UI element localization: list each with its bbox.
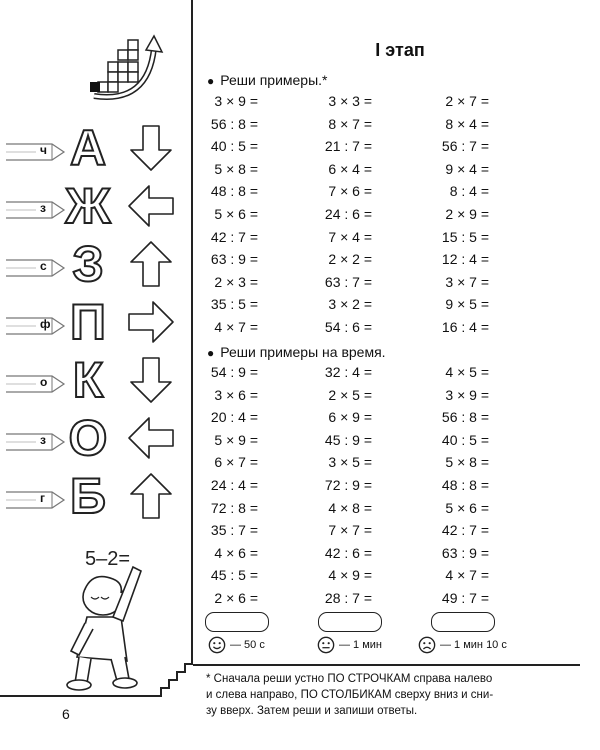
instruction-1: [207, 72, 328, 88]
exercise-cell: 56 : 8 =: [210, 115, 258, 132]
exercise-cell: 7 × 6 =: [328, 183, 372, 200]
pencil-letter: з: [40, 201, 46, 215]
exercise-row: [200, 251, 600, 269]
legend-text-slow: — 1 мин 10 с: [440, 639, 507, 651]
exercise-cell: 4 × 8 =: [328, 499, 372, 516]
exercise-cell: 16 : 4 =: [441, 319, 489, 335]
exercise-row: [200, 567, 600, 585]
exercise-cell: 32 : 4 =: [324, 364, 372, 380]
exercise-row: [200, 319, 600, 337]
exercise-cell: 6 × 7 =: [214, 454, 258, 471]
exercise-cell: 5 × 6 =: [445, 499, 489, 516]
arrow-down-icon: [125, 122, 177, 179]
exercise-cell: 2 × 7 =: [445, 93, 489, 109]
exercise-cell: 2 × 5 =: [328, 386, 372, 403]
exercise-cell: 42 : 7 =: [210, 228, 258, 245]
exercise-cell: 3 × 9 =: [214, 93, 258, 109]
exercise-cell: 24 : 6 =: [324, 206, 372, 222]
exercise-row: [200, 409, 600, 427]
pencil-icon: [6, 140, 66, 167]
exercise-cell: 6 × 9 =: [328, 409, 372, 426]
exercise-cell: 15 : 5 =: [441, 228, 489, 245]
exercise-row: [200, 500, 600, 518]
happy-face-icon: [208, 636, 226, 654]
exercise-cell: 48 : 8 =: [210, 183, 258, 200]
pencil-icon: [6, 488, 66, 515]
tetris-blocks-icon: [88, 34, 168, 104]
exercise-row: [200, 364, 600, 382]
exercise-row: [200, 206, 600, 224]
arrow-right-icon: [125, 296, 177, 353]
bullet-icon: ●: [207, 346, 215, 360]
chalk-text: 5–2=: [85, 548, 131, 570]
exercise-row: [200, 229, 600, 247]
legend-item-slow: [418, 636, 507, 654]
exercise-cell: 40 : 5 =: [441, 431, 489, 448]
footnote-line: и слева направо, ПО СТОЛБИКАМ сверху вниз и сни-: [206, 689, 494, 701]
exercise-cell: 4 × 5 =: [445, 364, 489, 380]
big-letter: О: [68, 410, 108, 466]
instruction-2: [207, 344, 386, 360]
exercise-cell: 5 × 6 =: [214, 206, 258, 222]
exercise-cell: 48 : 8 =: [441, 477, 489, 493]
exercise-row: [200, 296, 600, 314]
big-letter: З: [72, 236, 104, 292]
exercise-cell: 8 : 4 =: [449, 183, 489, 200]
pencil-icon: [6, 430, 66, 457]
column-divider: [191, 0, 193, 665]
exercise-cell: 35 : 7 =: [210, 522, 258, 539]
exercise-cell: 3 × 2 =: [328, 296, 372, 313]
big-letter: Б: [70, 468, 106, 524]
exercise-cell: 4 × 7 =: [214, 319, 258, 335]
pencil-icon: [6, 314, 66, 341]
exercise-row: [200, 183, 600, 201]
exercise-cell: 4 × 7 =: [445, 567, 489, 584]
pencil-letter: ф: [40, 317, 51, 331]
exercise-cell: 56 : 8 =: [441, 409, 489, 426]
legend-text-medium: — 1 мин: [339, 639, 383, 651]
legend-item-fast: [208, 636, 265, 654]
exercise-row: [200, 454, 600, 472]
stage-title: I этап: [375, 40, 425, 60]
exercise-cell: 63 : 9 =: [210, 251, 258, 268]
exercise-cell: 54 : 6 =: [324, 319, 372, 335]
big-letter: П: [70, 294, 106, 350]
exercise-cell: 9 × 4 =: [445, 160, 489, 177]
exercise-cell: 56 : 7 =: [441, 138, 489, 155]
arrow-left-icon: [125, 412, 177, 469]
exercise-row: [200, 274, 600, 292]
exercise-cell: 2 × 2 =: [328, 251, 372, 268]
exercise-cell: 63 : 9 =: [441, 544, 489, 561]
page-number: 6: [62, 706, 70, 722]
exercise-row: [200, 590, 600, 608]
exercise-row: [200, 545, 600, 563]
exercise-cell: 12 : 4 =: [441, 251, 489, 268]
exercise-cell: 3 × 9 =: [445, 386, 489, 403]
exercise-cell: 3 × 5 =: [328, 454, 372, 471]
exercise-cell: 8 × 4 =: [445, 115, 489, 132]
arrow-down-icon: [125, 354, 177, 411]
pencil-icon: [6, 256, 66, 283]
exercise-row: [200, 522, 600, 540]
bullet-icon: ●: [207, 74, 215, 88]
exercise-cell: 45 : 5 =: [210, 567, 258, 584]
big-letter: Ж: [65, 178, 111, 234]
exercise-cell: 3 × 3 =: [328, 93, 372, 109]
exercise-cell: 4 × 6 =: [214, 544, 258, 561]
exercise-cell: 5 × 9 =: [214, 431, 258, 448]
exercise-cell: 3 × 7 =: [445, 273, 489, 290]
big-letter: А: [69, 120, 107, 176]
time-box-1[interactable]: [205, 612, 269, 632]
exercise-cell: 7 × 4 =: [328, 228, 372, 245]
arrow-left-icon: [125, 180, 177, 237]
exercise-cell: 42 : 7 =: [441, 522, 489, 539]
exercise-cell: 54 : 9 =: [210, 364, 258, 380]
exercise-cell: 49 : 7 =: [441, 590, 489, 606]
instruction-1-text: Реши примеры.*: [220, 72, 328, 88]
exercise-cell: 72 : 8 =: [210, 499, 258, 516]
exercise-cell: 45 : 9 =: [324, 431, 372, 448]
footnote-line: зу вверх. Затем реши и запиши ответы.: [206, 705, 418, 717]
exercise-row: [200, 161, 600, 179]
pencil-icon: [6, 372, 66, 399]
time-box-3[interactable]: [431, 612, 495, 632]
boy-at-chalkboard-illustration: [55, 535, 185, 695]
big-letter: К: [72, 352, 104, 408]
exercise-cell: 4 × 9 =: [328, 567, 372, 584]
instruction-2-text: Реши примеры на время.: [220, 344, 386, 360]
arrow-up-icon: [125, 238, 177, 295]
exercise-cell: 28 : 7 =: [324, 590, 372, 606]
legend-text-fast: — 50 с: [230, 639, 265, 651]
exercise-cell: 5 × 8 =: [214, 160, 258, 177]
exercise-row: [200, 93, 600, 111]
exercise-cell: 5 × 8 =: [445, 454, 489, 471]
exercise-cell: 72 : 9 =: [324, 477, 372, 493]
exercise-cell: 35 : 5 =: [210, 296, 258, 313]
exercise-cell: 6 × 4 =: [328, 160, 372, 177]
neutral-face-icon: [317, 636, 335, 654]
pencil-letter: ч: [40, 143, 47, 157]
exercise-cell: 8 × 7 =: [328, 115, 372, 132]
exercise-cell: 24 : 4 =: [210, 477, 258, 493]
sad-face-icon: [418, 636, 436, 654]
exercise-cell: 2 × 3 =: [214, 273, 258, 290]
time-box-2[interactable]: [318, 612, 382, 632]
exercise-cell: 42 : 6 =: [324, 544, 372, 561]
pencil-icon: [6, 198, 66, 225]
pencil-letter: с: [40, 259, 47, 273]
exercise-row: [200, 477, 600, 495]
pencil-letter: г: [40, 491, 45, 505]
pencil-letter: о: [40, 375, 48, 389]
exercise-cell: 9 × 5 =: [445, 296, 489, 313]
exercise-cell: 40 : 5 =: [210, 138, 258, 155]
pencil-letter: з: [40, 433, 46, 447]
exercise-cell: 21 : 7 =: [324, 138, 372, 155]
exercise-cell: 2 × 6 =: [214, 590, 258, 606]
footnote-line: * Сначала реши устно ПО СТРОЧКАМ справа налево: [206, 673, 493, 685]
exercise-row: [200, 116, 600, 134]
exercise-cell: 20 : 4 =: [210, 409, 258, 426]
legend-item-medium: [317, 636, 382, 654]
exercise-row: [200, 387, 600, 405]
footnote: [206, 671, 586, 719]
arrow-up-icon: [125, 470, 177, 527]
exercise-cell: 3 × 6 =: [214, 386, 258, 403]
exercise-cell: 63 : 7 =: [324, 273, 372, 290]
exercise-row: [200, 432, 600, 450]
footnote-divider: [193, 664, 580, 666]
exercise-cell: 7 × 7 =: [328, 522, 372, 539]
exercise-cell: 2 × 9 =: [445, 206, 489, 222]
exercise-row: [200, 138, 600, 156]
